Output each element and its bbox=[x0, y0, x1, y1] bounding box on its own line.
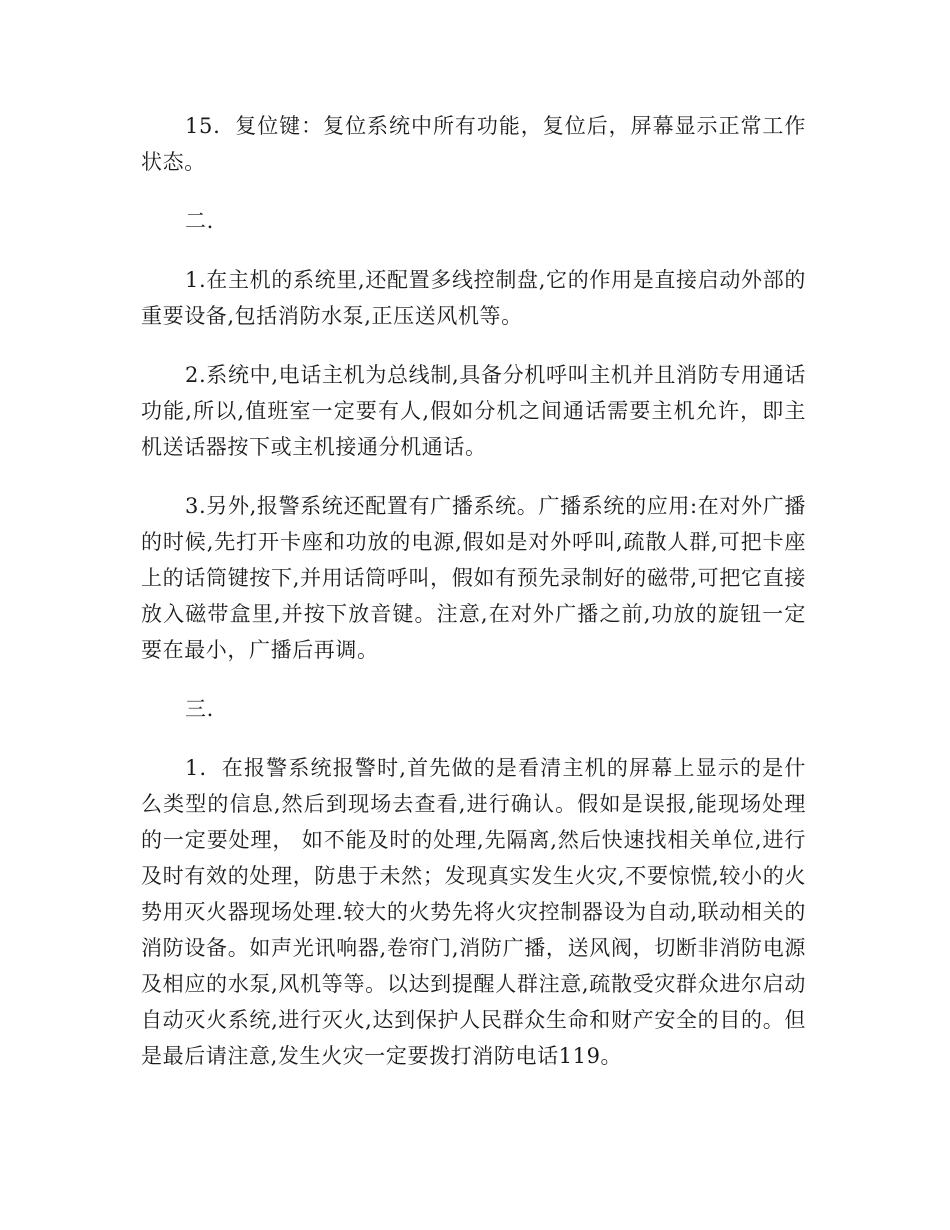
document-body bbox=[141, 108, 806, 1097]
paragraph-broadcast-system: 3.另外,报警系统还配置有广播系统。广播系统的应用:在对外广播的时候,先打开卡座和功放的电源,假如是对外呼叫,疏散人群,可把卡座上的话筒键按下,并用话筒呼叫，假如有预先录制好的磁带,可把它直接放入磁带盒里,并按下放音键。注意,在对外广播之前,功放的旋钮一定要在最小，广播后再调。 bbox=[141, 494, 806, 662]
paragraph-multiline-panel: 1.在主机的系统里,还配置多线控制盘,它的作用是直接启动外部的重要设备,包括消防水泵,正压送风机等。 bbox=[141, 268, 806, 328]
paragraph-alarm-response: 1．在报警系统报警时,首先做的是看清主机的屏幕上显示的是什么类型的信息,然后到现场去查看,进行确认。假如是误报,能现场处理的一定要处理， 如不能及时的处理,先隔离,然后快速找相关单位,进行及时有效的处理，防患于未然；发现真实发生火灾,不要惊慌,较小的火势用灭火器现场处理.较大的火势先将火灾控制器设为自动,联动相关的消防设备。如声光讯响器,卷帘门,消防广播，送风阀，切断非消防电源及相应的水泵,风机等等。以达到提醒人群注意,疏散受灾群众进尔启动自动灭火系统,进行灭火,达到保护人民群众生命和财产安全的目的。但是最后请注意,发生火灾一定要拨打消防电话119。 bbox=[141, 756, 806, 1068]
paragraph-reset-key: 15．复位键：复位系统中所有功能，复位后，屏幕显示正常工作状态。 bbox=[141, 114, 806, 174]
section-heading-two: 二. bbox=[185, 209, 214, 233]
section-heading-three: 三. bbox=[185, 697, 214, 721]
paragraph-telephone-system: 2.系统中,电话主机为总线制,具备分机呼叫主机并且消防专用通话功能,所以,值班室一定要有人,假如分机之间通话需要主机允许，即主机送话器按下或主机接通分机通话。 bbox=[141, 363, 806, 459]
